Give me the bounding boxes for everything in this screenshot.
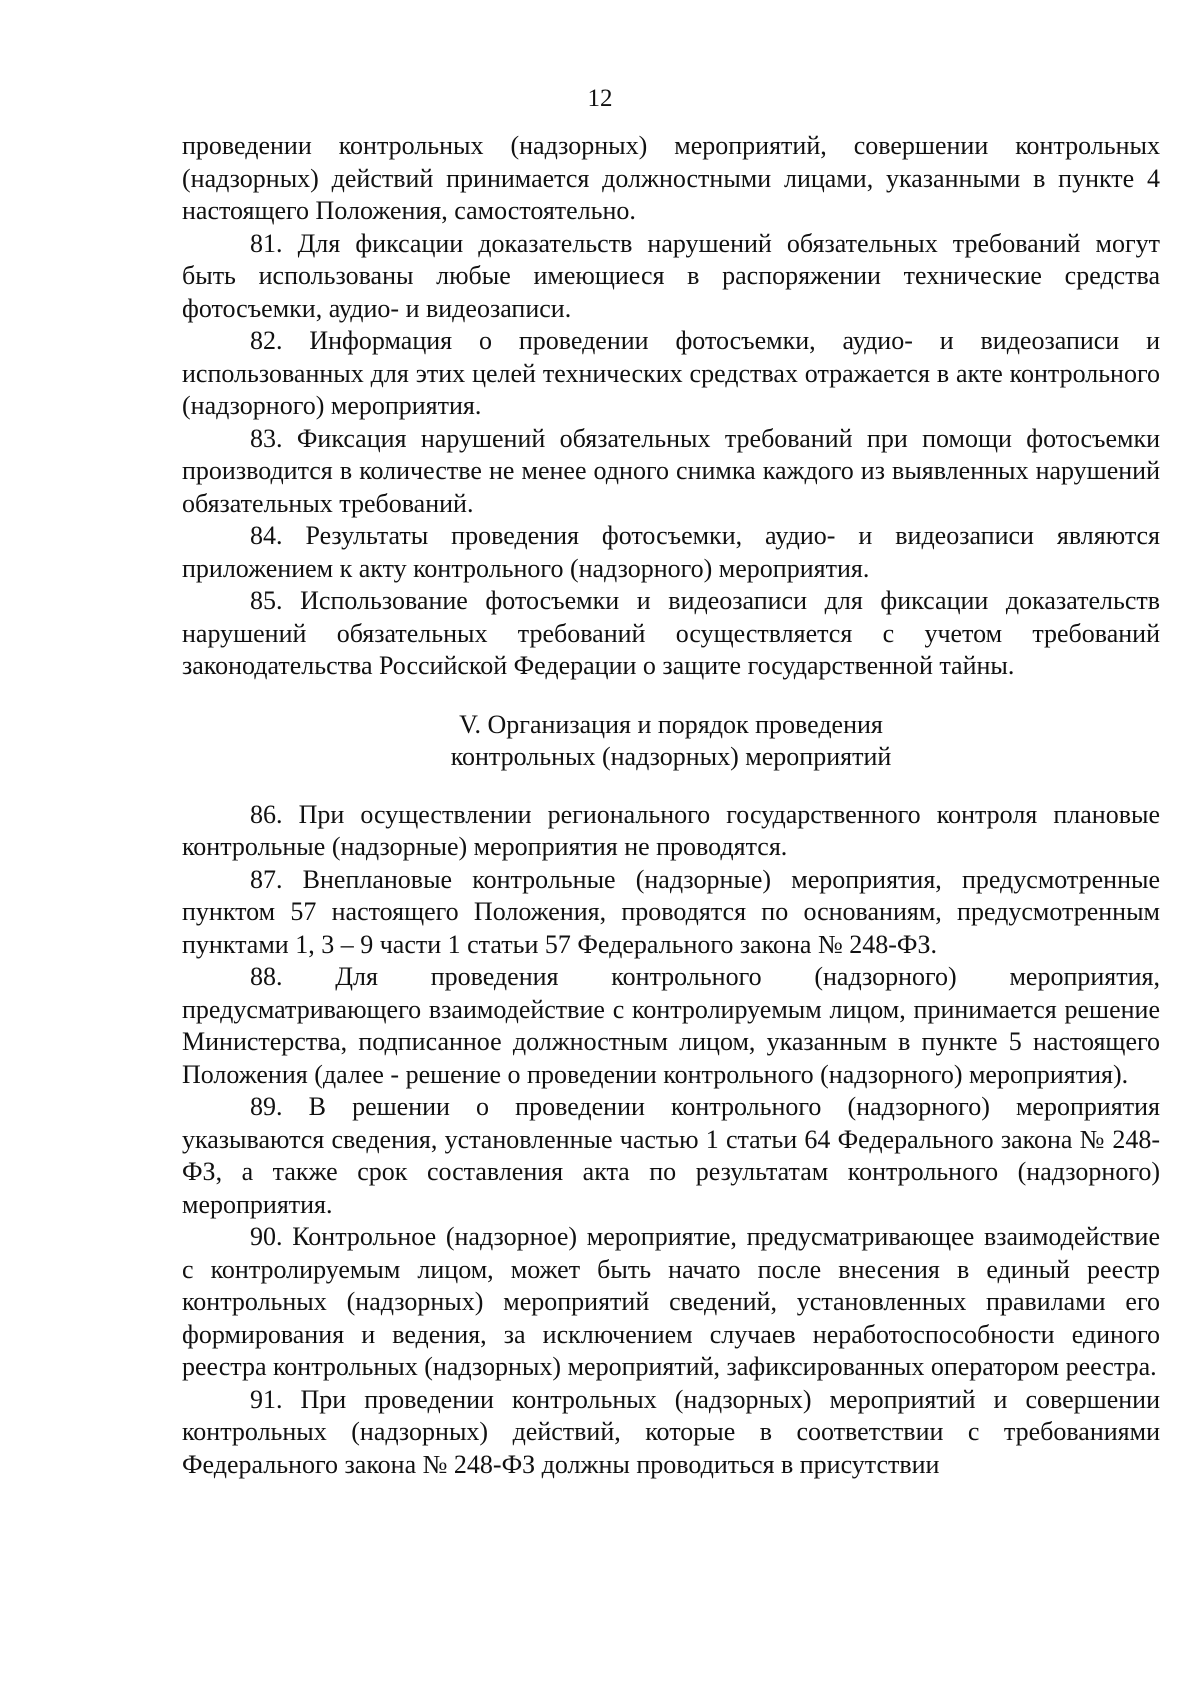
document-body (182, 130, 1160, 1481)
paragraph-84: 84. Результаты проведения фотосъемки, аудио- и видеозаписи являются приложением к акту контрольного (надзорного) мероприятия. (182, 521, 1160, 583)
paragraph-91: 91. При проведении контрольных (надзорных) мероприятий и совершении контрольных (надзорных) действий, которые в соответствии с требованиями Федерального закона № 248-ФЗ должны проводиться в присутствии (182, 1384, 1160, 1479)
section-heading-line-2: контрольных (надзорных) мероприятий (450, 741, 892, 771)
section-heading (182, 709, 1160, 773)
paragraph-85: 85. Использование фотосъемки и видеозаписи для фиксации доказательств нарушений обязательных требований осуществляется с учетом требований законодательства Российской Федерации о защите государственной тайны. (182, 586, 1160, 680)
paragraph-89: 89. В решении о проведении контрольного (надзорного) мероприятия указываются сведения, установленные частью 1 статьи 64 Федерального закона № 248-ФЗ, а также срок составления акта по результатам контрольного (надзорного) мероприятия. (182, 1092, 1160, 1219)
paragraph-90: 90. Контрольное (надзорное) мероприятие, предусматривающее взаимодействие с контролируемым лицом, может быть начато после внесения в единый реестр контрольных (надзорных) мероприятий сведений, установленных правилами его формирования и ведения, за исключением случаев неработоспособности единого реестра контрольных (надзорных) мероприятий, зафиксированных оператором реестра. (182, 1222, 1160, 1381)
page-number: 12 (587, 85, 613, 112)
paragraph-86: 86. При осуществлении регионального государственного контроля плановые контрольные (надзорные) мероприятия не проводятся. (182, 799, 1160, 861)
paragraph-82: 82. Информация о проведении фотосъемки, аудио- и видеозаписи и использованных для этих целей технических средствах отражается в акте контрольного (надзорного) мероприятия. (182, 326, 1160, 420)
paragraph-88: 88. Для проведения контрольного (надзорного) мероприятия, предусматривающего взаимодействие с контролируемым лицом, принимается решение Министерства, подписанное должностным лицом, указанным в пункте 5 настоящего Положения (далее - решение о проведении контрольного (надзорного) мероприятия). (182, 962, 1160, 1089)
paragraph-83: 83. Фиксация нарушений обязательных требований при помощи фотосъемки производится в количестве не менее одного снимка каждого из выявленных нарушений обязательных требований. (182, 423, 1160, 518)
paragraph-81: 81. Для фиксации доказательств нарушений обязательных требований могут быть использованы любые имеющиеся в распоряжении технические средства фотосъемки, аудио- и видеозаписи. (182, 228, 1160, 323)
section-heading-line-1: V. Организация и порядок проведения (459, 709, 883, 739)
paragraph-87: 87. Внеплановые контрольные (надзорные) мероприятия, предусмотренные пунктом 57 настоящего Положения, проводятся по основаниям, предусмотренным пунктами 1, 3 – 9 части 1 статьи 57 Федерального закона № 248-ФЗ. (182, 864, 1160, 959)
paragraph-continuation: проведении контрольных (надзорных) мероприятий, совершении контрольных (надзорных) действий принимается должностными лицами, указанными в пункте 4 настоящего Положения, самостоятельно. (182, 131, 1160, 225)
